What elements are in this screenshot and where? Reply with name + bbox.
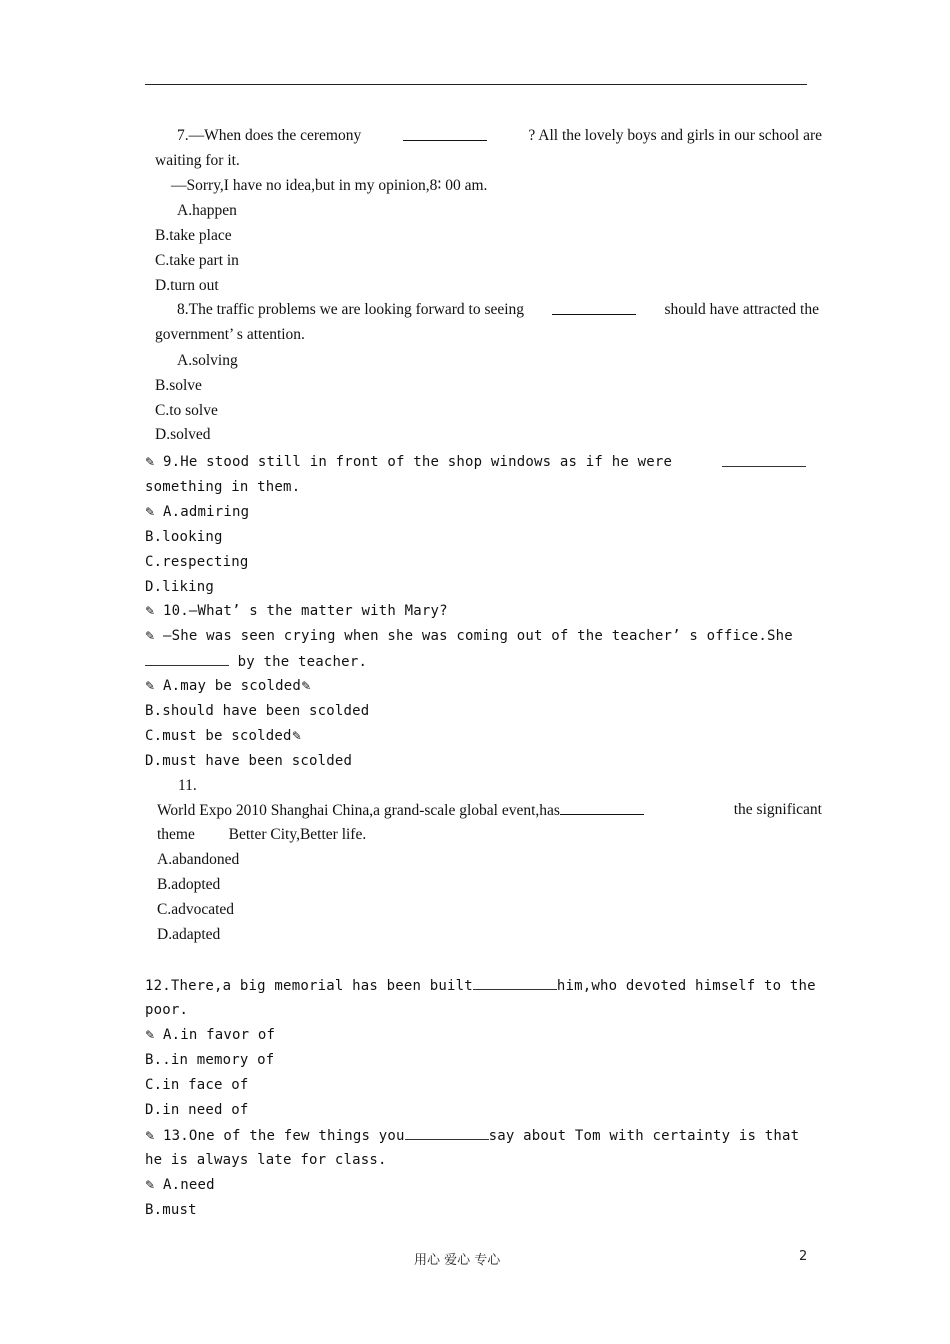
q10-option-d[interactable]: D.must have been scolded — [145, 753, 353, 769]
q7-stem-line1: 7.—When does the ceremony ? All the lovely boys and girls in our school are — [177, 127, 822, 144]
q8-option-c[interactable]: C.to solve — [155, 402, 218, 419]
q9-stem-line1: ✎ 9.He stood still in front of the shop windows as if he were — [145, 452, 806, 472]
q8-option-a[interactable]: A.solving — [177, 352, 238, 369]
q7-stem-line2: waiting for it. — [155, 152, 240, 169]
q11-stem-line1: World Expo 2010 Shanghai China,a grand-scale global event,has the significant — [157, 801, 822, 819]
scribble-mark-icon: ✎ — [145, 1178, 156, 1192]
q10-stem-line1: ✎ 10.—What’ s the matter with Mary? — [145, 603, 448, 619]
q7-answer-blank[interactable] — [403, 126, 487, 141]
q9-option-d[interactable]: D.liking — [145, 579, 215, 595]
q8-stem-line2: government’ s attention. — [155, 326, 305, 343]
q12-option-c[interactable]: C.in face of — [145, 1077, 249, 1093]
q13-option-a[interactable]: ✎ A.need — [145, 1177, 215, 1193]
q12-stem-line2: poor. — [145, 1002, 189, 1018]
scribble-mark-icon: ✎ — [145, 604, 156, 618]
q8-option-b[interactable]: B.solve — [155, 377, 202, 394]
q10-stem-line3: by the teacher. — [145, 651, 367, 672]
q13-stem-line1: ✎ 13.One of the few things you say about Tom with certainty is that — [145, 1125, 799, 1146]
q11-option-c[interactable]: C.advocated — [157, 901, 235, 918]
q10-answer-blank[interactable] — [145, 651, 229, 666]
q11-number: 11. — [178, 777, 197, 794]
q7-option-c[interactable]: C.take part in — [155, 252, 239, 269]
q7-option-b[interactable]: B.take place — [155, 227, 232, 244]
footer-motto: 用心 爱心 专心 — [414, 1253, 501, 1268]
q9-stem-line2: something in them. — [145, 479, 301, 495]
q13-answer-blank[interactable] — [405, 1125, 489, 1140]
scribble-mark-icon: ✎ — [145, 679, 156, 693]
q13-option-b[interactable]: B.must — [145, 1202, 197, 1218]
q8-stem-line1: 8.The traffic problems we are looking forward to seeing should have attracted the — [177, 301, 819, 318]
scribble-mark-icon: ✎ — [291, 729, 302, 743]
q8-answer-blank[interactable] — [552, 300, 636, 315]
scribble-mark-icon: ✎ — [145, 1129, 156, 1143]
page-number: 2 — [799, 1249, 808, 1264]
q10-option-b[interactable]: B.should have been scolded — [145, 703, 370, 719]
scribble-mark-icon: ✎ — [145, 629, 156, 643]
q7-reply: —Sorry,I have no idea,but in my opinion,8∶ 00 am. — [171, 177, 488, 194]
q10-option-a[interactable]: ✎ A.may be scolded✎ — [145, 676, 319, 696]
q9-option-a[interactable]: ✎ A.admiring — [145, 504, 250, 520]
header-rule — [145, 84, 807, 85]
q12-option-b[interactable]: B..in memory of — [145, 1052, 275, 1068]
q12-option-a[interactable]: ✎ A.in favor of — [145, 1027, 276, 1043]
q12-option-d[interactable]: D.in need of — [145, 1102, 249, 1118]
q11-option-a[interactable]: A.abandoned — [157, 851, 240, 868]
q9-option-c[interactable]: C.respecting — [145, 554, 249, 570]
q11-option-d[interactable]: D.adapted — [157, 926, 221, 943]
q12-answer-blank[interactable] — [473, 975, 557, 990]
q12-stem-line1: 12.There,a big memorial has been built him,who devoted himself to the — [145, 975, 806, 996]
q11-answer-blank[interactable] — [560, 800, 644, 815]
q7-option-d[interactable]: D.turn out — [155, 277, 219, 294]
q9-answer-blank[interactable] — [722, 452, 806, 467]
q8-option-d[interactable]: D.solved — [155, 426, 211, 443]
q7-option-a[interactable]: A.happen — [177, 202, 237, 219]
q9-option-b[interactable]: B.looking — [145, 529, 223, 545]
q10-stem-line2: ✎ —She was seen crying when she was coming out of the teacher’ s office.She — [145, 628, 793, 644]
scribble-mark-icon: ✎ — [301, 679, 312, 693]
scribble-mark-icon: ✎ — [145, 505, 156, 519]
q10-option-c[interactable]: C.must be scolded✎ — [145, 726, 310, 746]
q11-stem-line2: theme Better City,Better life. — [157, 826, 367, 843]
scribble-mark-icon: ✎ — [145, 1028, 156, 1042]
q11-option-b[interactable]: B.adopted — [157, 876, 221, 893]
q13-stem-line2: he is always late for class. — [145, 1152, 387, 1168]
scribble-mark-icon: ✎ — [145, 455, 156, 469]
